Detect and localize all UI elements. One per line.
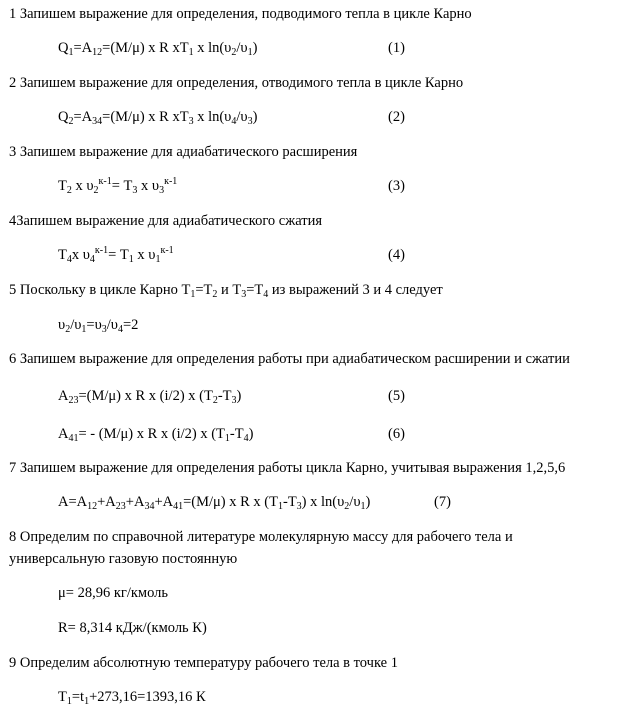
formula-part: 3 bbox=[101, 324, 107, 335]
formula-part: +A bbox=[97, 494, 116, 510]
formula-part: 5 Поскольку в цикле Карно T bbox=[9, 282, 191, 298]
formula-part: A bbox=[58, 388, 69, 404]
formula-part: Q bbox=[58, 40, 69, 56]
formula-part: 3 bbox=[296, 501, 302, 512]
eq-7 bbox=[58, 495, 370, 510]
formula-part: =2 bbox=[122, 317, 139, 333]
formula-part: =υ bbox=[86, 317, 102, 333]
formula-part: x υ bbox=[71, 247, 90, 263]
eq-5-number: (5) bbox=[388, 388, 405, 404]
eq-ratio bbox=[58, 318, 138, 333]
formula-part: 1 bbox=[84, 696, 90, 707]
formula-part: +273,16=1393,16 К bbox=[89, 689, 206, 705]
formula-part: -T bbox=[229, 426, 244, 442]
formula-part: 1 bbox=[190, 289, 196, 300]
s2-heading: 2 Запишем выражение для определения, отводимого тепла в цикле Карно bbox=[9, 75, 464, 91]
formula-part: 2 bbox=[212, 395, 218, 406]
formula-part: 2 bbox=[231, 47, 237, 58]
formula-part: =A bbox=[73, 40, 93, 56]
formula-part: 1 bbox=[128, 254, 134, 265]
formula-part: /υ bbox=[106, 317, 118, 333]
formula-part: 2 bbox=[344, 501, 350, 512]
formula-part: 12 bbox=[87, 501, 98, 512]
formula-part: 1 bbox=[188, 47, 194, 58]
formula-part: 1 bbox=[81, 324, 87, 335]
formula-part: =(M/μ) x R x (T bbox=[183, 494, 278, 510]
r-value: R= 8,314 кДж/(кмоль К) bbox=[58, 620, 207, 636]
formula-part: =t bbox=[71, 689, 85, 705]
formula-part: ) bbox=[236, 388, 242, 404]
formula-part: ) bbox=[252, 109, 258, 125]
s8-heading-line2: универсальную газовую постоянную bbox=[9, 551, 238, 567]
formula-part: 3 bbox=[241, 289, 247, 300]
formula-part: и T bbox=[217, 282, 242, 298]
s8-heading-line1: 8 Определим по справочной литературе молекулярную массу для рабочего тела и bbox=[9, 529, 513, 545]
s4-heading: 4Запишем выражение для адиабатического сжатия bbox=[9, 213, 323, 229]
formula-part: 2 bbox=[65, 324, 71, 335]
formula-part: /υ bbox=[70, 317, 82, 333]
formula-part: =(M/μ) x R xT bbox=[102, 109, 189, 125]
formula-part: 41 bbox=[68, 433, 79, 444]
formula-part: 1 bbox=[277, 501, 283, 512]
formula-part: ) bbox=[365, 494, 371, 510]
formula-part: 4 bbox=[66, 254, 72, 265]
s3-heading: 3 Запишем выражение для адиабатического расширения bbox=[9, 144, 358, 160]
formula-part: = - (M/μ) x R x (i/2) x (T bbox=[78, 426, 225, 442]
eq-6 bbox=[58, 427, 253, 442]
formula-part: 1 bbox=[360, 501, 366, 512]
formula-part: T bbox=[58, 178, 67, 194]
formula-part: 3 bbox=[132, 185, 138, 196]
eq-2-number: (2) bbox=[388, 109, 405, 125]
formula-part: x υ bbox=[133, 247, 156, 263]
s6-heading: 6 Запишем выражение для определения работы при адиабатическом расширении и сжатии bbox=[9, 351, 570, 367]
s5-heading bbox=[9, 283, 443, 298]
formula-part: ) bbox=[248, 426, 254, 442]
formula-part: ) bbox=[252, 40, 258, 56]
formula-part: 1 bbox=[155, 254, 161, 265]
formula-part: /υ bbox=[236, 109, 248, 125]
formula-part: 1 bbox=[68, 47, 74, 58]
mu-value: μ= 28,96 кг/кмоль bbox=[58, 585, 168, 601]
formula-part: x υ bbox=[137, 178, 160, 194]
eq-4 bbox=[58, 245, 174, 265]
formula-part: 1 bbox=[66, 696, 72, 707]
eq-5 bbox=[58, 389, 241, 404]
eq-6-number: (6) bbox=[388, 426, 405, 442]
formula-part: 23 bbox=[115, 501, 126, 512]
formula-part: T bbox=[58, 689, 67, 705]
formula-part: /υ bbox=[236, 40, 248, 56]
formula-part: к-1 bbox=[160, 245, 174, 256]
formula-part: x ln(υ bbox=[193, 40, 232, 56]
formula-part: x ln(υ bbox=[193, 109, 232, 125]
s1-heading: 1 Запишем выражение для определения, подводимого тепла в цикле Карно bbox=[9, 6, 472, 22]
formula-part: 2 bbox=[212, 289, 218, 300]
formula-part: =T bbox=[195, 282, 213, 298]
formula-part: 4 bbox=[89, 254, 95, 265]
formula-part: к-1 bbox=[98, 176, 112, 187]
eq-3-number: (3) bbox=[388, 178, 405, 194]
formula-part: x υ bbox=[71, 178, 94, 194]
formula-part: к-1 bbox=[94, 245, 109, 256]
formula-part: ) x ln(υ bbox=[301, 494, 345, 510]
eq-t1 bbox=[58, 690, 206, 705]
formula-part: =(M/μ) x R x (i/2) x (T bbox=[78, 388, 213, 404]
eq-1-number: (1) bbox=[388, 40, 405, 56]
formula-part: 3 bbox=[231, 395, 237, 406]
formula-part: 23 bbox=[68, 395, 79, 406]
formula-part: Q bbox=[58, 109, 69, 125]
formula-part: -T bbox=[217, 388, 232, 404]
formula-part: A=A bbox=[58, 494, 88, 510]
eq-4-number: (4) bbox=[388, 247, 405, 263]
formula-part: из выражений 3 и 4 следует bbox=[268, 282, 443, 298]
formula-part: 4 bbox=[231, 116, 237, 127]
formula-part: +A bbox=[125, 494, 145, 510]
formula-part: 1 bbox=[247, 47, 253, 58]
formula-part: 34 bbox=[92, 116, 103, 127]
formula-part: 4 bbox=[243, 433, 249, 444]
eq-3 bbox=[58, 176, 178, 196]
formula-part: к-1 bbox=[164, 176, 178, 187]
formula-part: 4 bbox=[263, 289, 269, 300]
formula-part: +A bbox=[154, 494, 174, 510]
formula-part: /υ bbox=[349, 494, 361, 510]
formula-part: 1 bbox=[224, 433, 230, 444]
eq-7-number: (7) bbox=[434, 494, 451, 510]
formula-part: =T bbox=[246, 282, 264, 298]
s9-heading: 9 Определим абсолютную температуру рабочего тела в точке 1 bbox=[9, 655, 398, 671]
formula-part: 3 bbox=[188, 116, 194, 127]
s7-heading: 7 Запишем выражение для определения работы цикла Карно, учитывая выражения 1,2,5,6 bbox=[9, 460, 566, 476]
formula-part: 2 bbox=[93, 185, 99, 196]
formula-part: = T bbox=[111, 178, 133, 194]
formula-part: 4 bbox=[117, 324, 123, 335]
formula-part: A bbox=[58, 426, 69, 442]
eq-1 bbox=[58, 41, 257, 56]
formula-part: υ bbox=[58, 317, 66, 333]
formula-part: 2 bbox=[68, 116, 74, 127]
formula-part: 3 bbox=[247, 116, 253, 127]
formula-part: = T bbox=[108, 247, 129, 263]
formula-part: 34 bbox=[144, 501, 155, 512]
formula-part: 12 bbox=[92, 47, 103, 58]
formula-part: T bbox=[58, 247, 67, 263]
eq-2 bbox=[58, 110, 257, 125]
formula-part: -T bbox=[282, 494, 297, 510]
formula-part: 2 bbox=[66, 185, 72, 196]
formula-part: 41 bbox=[173, 501, 184, 512]
formula-part: =A bbox=[73, 109, 93, 125]
formula-part: =(M/μ) x R xT bbox=[102, 40, 189, 56]
formula-part: 3 bbox=[159, 185, 165, 196]
